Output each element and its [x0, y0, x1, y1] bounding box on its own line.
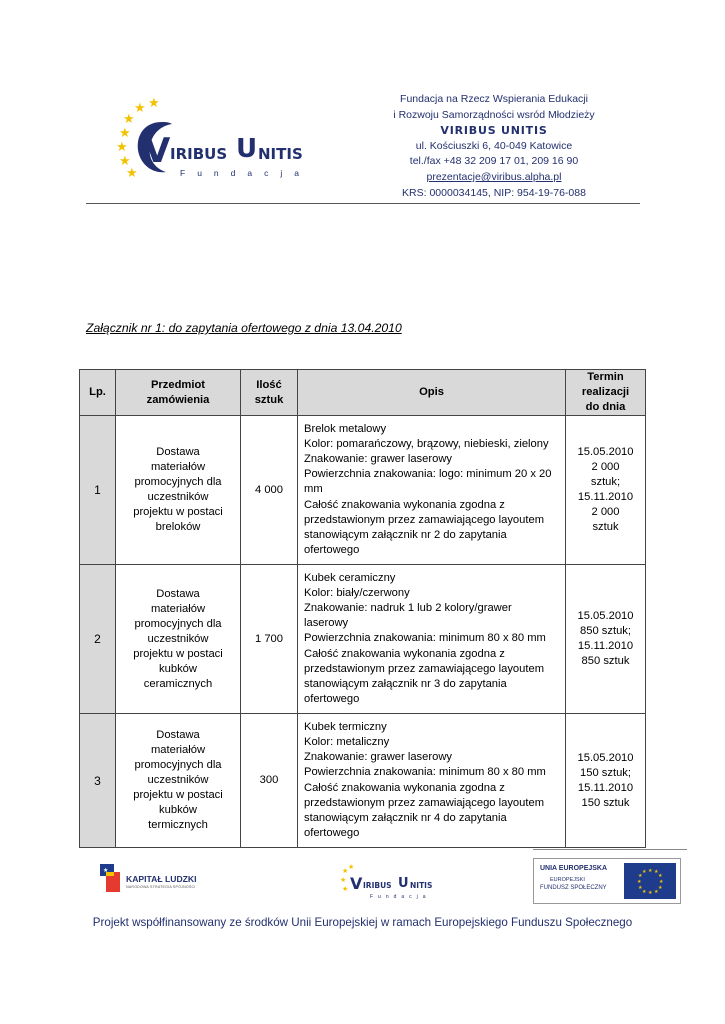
cell-lp: 1: [80, 416, 116, 565]
cell-line: Kolor: metaliczny: [304, 736, 390, 749]
cell-item: [116, 565, 241, 714]
cell-lp: 2: [80, 565, 116, 714]
cell-line: 15.05.2010: [577, 446, 634, 458]
cell-line: projektu w postaci: [133, 647, 223, 660]
svg-text:★: ★: [648, 868, 653, 874]
cell-line: Znakowanie: grawer laserowy: [304, 751, 452, 764]
cell-line: Dostawa: [156, 587, 200, 600]
cell-item: [116, 416, 241, 565]
cell-line: projektu w postaci: [133, 506, 223, 518]
kapital-ludzki-logo: [98, 862, 208, 896]
cell-line: Dostawa: [156, 729, 200, 741]
cell-line: Brelok metalowy: [304, 423, 387, 436]
star-icon: ★: [119, 125, 131, 140]
cell-line: uczestników: [147, 774, 209, 786]
cell-line: Znakowanie: grawer laserowy: [304, 453, 452, 466]
kl-subtitle: NARODOWA STRATEGIA SPÓJNOŚCI: [126, 885, 196, 889]
cell-line: promocyjnych dla: [134, 476, 222, 488]
svg-text:★: ★: [658, 885, 663, 891]
cell-line: sztuk: [592, 521, 619, 533]
contact-email-link[interactable]: prezentacje@viribus.alpha.pl: [426, 170, 562, 183]
mini-logo-tagline: Fundacja: [370, 894, 431, 900]
table-row: [80, 714, 646, 848]
header-lp: Lp.: [80, 370, 116, 416]
table-header-row: [80, 370, 646, 416]
cell-line: uczestników: [147, 491, 209, 503]
header-term: Termin realizacji do dnia: [566, 370, 646, 416]
cell-line: Całość znakowania wykonania zgodna z: [304, 498, 505, 511]
viribus-unitis-logo: [110, 95, 330, 188]
cell-line: 2 000: [591, 461, 620, 473]
cell-line: 15.11.2010: [577, 781, 634, 794]
contact-registry: KRS: 0000034145, NIP: 954-19-76-088: [402, 186, 586, 199]
cell-line: 850 sztuk;: [580, 625, 631, 637]
cell-qty: 1 700: [241, 565, 298, 714]
mini-logo-initial-v: V: [350, 874, 363, 893]
cell-line: Dostawa: [156, 446, 200, 458]
cell-line: stanowiącym załącznik nr 4 do zapytania: [304, 811, 507, 824]
star-icon: ★: [348, 864, 355, 871]
cell-line: 850 sztuk: [581, 655, 630, 667]
contact-line: i Rozwoju Samorządności wsród Młodzieży: [393, 108, 595, 121]
svg-text:★: ★: [637, 879, 642, 885]
logo-initial-u: U: [236, 134, 258, 164]
cell-line: Powierzchnia znakowania: logo: minimum 20 x 20: [304, 468, 552, 481]
cell-line: przedstawionym przez zamawiającego layoutem: [304, 796, 545, 809]
star-icon: ★: [340, 877, 347, 884]
star-icon: ★: [148, 95, 160, 110]
star-icon: ★: [116, 139, 128, 154]
eu-line1: UNIA EUROPEJSKA: [540, 865, 608, 872]
viribus-unitis-mini-logo: [340, 864, 444, 904]
cell-line: ofertowego: [304, 826, 360, 839]
header-qty: Ilość sztuk: [241, 370, 298, 416]
cell-line: 15.05.2010: [577, 610, 634, 622]
logo-tagline: Fundacja: [180, 168, 311, 178]
cell-line: 15.05.2010: [577, 751, 634, 764]
cell-line: 2 000: [591, 506, 620, 518]
cell-line: Powierzchnia znakowania: minimum 80 x 80 mm: [304, 766, 546, 779]
cell-term: [566, 565, 646, 714]
cell-qty: 4 000: [241, 416, 298, 565]
cell-line: promocyjnych dla: [134, 759, 222, 771]
cell-desc: [298, 714, 566, 848]
cell-line: Znakowanie: nadruk 1 lub 2 kolory/grawer: [304, 602, 512, 615]
cell-line: stanowiącym załącznik nr 2 do zapytania: [304, 528, 507, 541]
kl-emblem-icon: [98, 862, 122, 894]
cell-line: ofertowego: [304, 692, 360, 705]
cell-line: 15.11.2010: [577, 640, 634, 652]
star-icon: ★: [123, 111, 135, 126]
cell-line: Kolor: biały/czerwony: [304, 587, 410, 600]
cell-line: Całość znakowania wykonania zgodna z: [304, 647, 505, 660]
cell-term: [566, 416, 646, 565]
table-row: [80, 416, 646, 565]
logo-initial-v: V: [144, 131, 171, 171]
star-icon: ★: [126, 165, 138, 180]
order-table: [79, 369, 646, 848]
cell-line: kubków: [159, 804, 197, 816]
contact-address: ul. Kościuszki 6, 40-049 Katowice: [415, 139, 573, 152]
footer-cofinancing-note: Projekt współfinansowany ze środków Unii Europejskiej w ramach Europejskiego Funduszu Społecznego: [92, 916, 633, 929]
table-row: [80, 565, 646, 714]
cell-line: Całość znakowania wykonania zgodna z: [304, 781, 505, 794]
svg-text:★: ★: [642, 889, 647, 895]
contact-block: [385, 92, 603, 201]
cell-line: 15.11.2010: [577, 491, 634, 503]
cell-line: Kubek ceramiczny: [304, 572, 396, 585]
cell-line: Kubek termiczny: [304, 721, 387, 734]
footer-divider: [533, 849, 687, 850]
cell-item: [116, 714, 241, 848]
cell-line: mm: [304, 483, 323, 496]
cell-line: promocyjnych dla: [134, 617, 222, 630]
svg-text:★: ★: [659, 879, 664, 885]
svg-text:★: ★: [654, 869, 659, 875]
cell-line: przedstawionym przez zamawiającego layoutem: [304, 513, 545, 526]
star-icon: ★: [134, 100, 146, 115]
cell-qty: 300: [241, 714, 298, 848]
cell-line: projektu w postaci: [133, 789, 223, 801]
cell-line: materiałów: [150, 602, 206, 615]
cell-line: 150 sztuk;: [580, 766, 631, 779]
mini-logo-initial-u: U: [398, 876, 409, 891]
svg-text:★: ★: [638, 885, 643, 891]
cell-desc: [298, 416, 566, 565]
eu-efs-logo: [533, 858, 681, 904]
svg-text:★: ★: [103, 867, 109, 874]
header-divider: [86, 203, 640, 204]
cell-line: stanowiącym załącznik nr 3 do zapytania: [304, 677, 507, 690]
cell-line: przedstawionym przez zamawiającego layoutem: [304, 662, 545, 675]
kl-title: KAPITAŁ LUDZKI: [126, 874, 197, 884]
cell-line: ceramicznych: [143, 677, 213, 690]
eu-line3: FUNDUSZ SPOŁECZNY: [540, 885, 607, 891]
eu-line2: EUROPEJSKI: [550, 877, 585, 883]
cell-line: 150 sztuk: [581, 796, 630, 809]
cell-line: laserowy: [304, 617, 349, 630]
star-icon: ★: [342, 886, 349, 893]
cell-line: materiałów: [150, 744, 206, 756]
svg-text:★: ★: [658, 873, 663, 879]
star-icon: ★: [119, 153, 131, 168]
svg-text:★: ★: [654, 889, 659, 895]
cell-line: sztuk;: [590, 476, 621, 488]
cell-lp: 3: [80, 714, 116, 848]
cell-line: Kolor: pomarańczowy, brązowy, niebieski, zielony: [304, 438, 549, 451]
logo-word-viribus: IRIBUS: [170, 145, 228, 163]
contact-line: Fundacja na Rzecz Wspierania Edukacji: [400, 93, 588, 105]
cell-line: termicznych: [148, 819, 208, 831]
header-desc: Opis: [298, 370, 566, 416]
cell-line: ofertowego: [304, 543, 360, 556]
cell-line: uczestników: [147, 632, 209, 645]
contact-brand: VIRIBUS UNITIS: [440, 124, 548, 138]
contact-phone: tel./fax +48 32 209 17 01, 209 16 90: [409, 155, 579, 168]
header-item: Przedmiot zamówienia: [116, 370, 241, 416]
svg-text:★: ★: [638, 873, 643, 879]
cell-desc: [298, 565, 566, 714]
cell-line: breloków: [155, 521, 201, 533]
cell-line: kubków: [159, 662, 197, 675]
svg-text:★: ★: [642, 869, 647, 875]
cell-line: Powierzchnia znakowania: minimum 80 x 80 mm: [304, 632, 546, 645]
mini-logo-word-viribus: IRIBUS: [363, 881, 392, 890]
cell-line: materiałów: [150, 461, 206, 473]
eu-flag-icon: [624, 863, 676, 899]
svg-text:★: ★: [648, 890, 653, 896]
document-title: Załącznik nr 1: do zapytania ofertowego z dnia 13.04.2010: [86, 321, 402, 335]
logo-word-unitis: NITIS: [258, 145, 303, 163]
cell-term: [566, 714, 646, 848]
star-icon: ★: [342, 868, 349, 875]
mini-logo-word-unitis: NITIS: [410, 881, 433, 890]
